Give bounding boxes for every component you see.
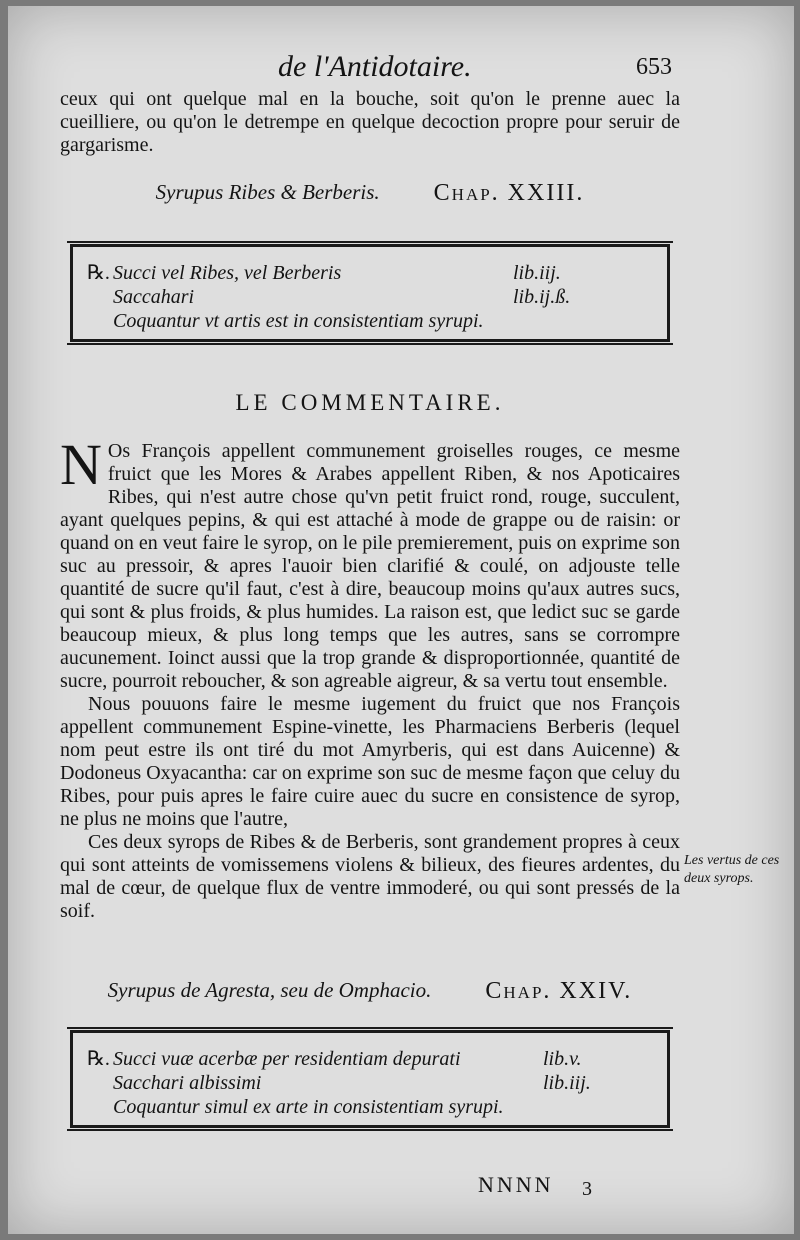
chapter-title: Syrupus Ribes & Berberis. — [155, 180, 380, 204]
recipe-row — [87, 285, 657, 309]
page-header — [8, 50, 794, 90]
recipe-row — [87, 309, 657, 333]
recipe-symbol: ℞. — [87, 262, 110, 284]
ingredient: Sacchari albissimi — [113, 1072, 262, 1094]
paragraph-3: Ces deux syrops de Ribes & de Berberis, sont grandement propres à ceux qui sont atteints de vomissemens violens & bilieux, des fieures ardentes, du mal de cœur, de quelque flux de ventre immoderé, ou qui sont pressés de la soif. — [60, 831, 680, 922]
ingredient: Succi vel Ribes, vel Berberis — [113, 262, 342, 284]
signature-mark: NNNN — [478, 1172, 554, 1197]
recipe-row — [87, 1071, 657, 1095]
chapter-23-heading — [60, 180, 680, 207]
recipe-row — [87, 1095, 657, 1119]
ingredient: Coquantur simul ex arte in consistentiam syrupi. — [113, 1096, 504, 1118]
chapter-number: Chap. XXIV. — [485, 978, 633, 1004]
chapter-number: Chap. XXIII. — [433, 180, 585, 206]
continuation-text: ceux qui ont quelque mal en la bouche, soit qu'on le prenne auec la cueilliere, ou qu'on le detrempe en quelque decoction propre pour seruir de gargarisme. — [60, 88, 680, 156]
recipe-row — [87, 261, 657, 285]
quantity: lib.iij. — [513, 262, 561, 284]
paragraph-2: Nous pouuons faire le mesme iugement du fruict que nos François appellent communement Espine-vinette, les Pharmaciens Berberis (lequel nom peut estre ils ont tiré du mot Amyrberis, qui est dans Auicenne) & Dodoneus Oxyacantha: car on exprime son suc de mesme façon que celuy du Ribes, pour puis apres le faire cuire auec du sucre en consistence de syrop, ne plus ne moins que l'autre, — [60, 693, 680, 830]
paragraph-1-text: Os François appellent communement groiselles rouges, ce mesme fruict que les Mores & Arabes appellent Riben, & nos Apoticaires Ribes, qui n'est autre chose qu'vn petit fruict rond, rouge, succulent, ayant quelques pepins, & qui est attaché à mode de grappe ou de raisin: or quand on en veut faire le syrop, on le pile premierement, puis on exprime son suc au pressoir, & apres l'auoir bien clarifié & coulé, on adjouste telle quantité de sucre qu'il faut, c'est à dire, beaucoup moins qu'aux autres sucs, qui sont & plus froids, & plus humides. La raison est, que ledict suc se garde beaucoup mieux, & plus long temps que les autres, sans se corrompre aucunement. Ioinct aussi que la trop grande & disproportionnée, quantité de sucre, pourroit reboucher, & son agreable aigreur, & sa vertu tout ensemble. — [60, 440, 680, 692]
recipe-box-23 — [70, 244, 670, 342]
quantity: lib.ij.ß. — [513, 286, 571, 308]
quantity: lib.iij. — [543, 1072, 591, 1094]
chapter-24-heading — [60, 978, 680, 1005]
recipe-box-24 — [70, 1030, 670, 1128]
recipe-row — [87, 1047, 657, 1071]
recipe-symbol: ℞. — [87, 1048, 110, 1070]
chapter-title: Syrupus de Agresta, seu de Omphacio. — [107, 978, 432, 1002]
body-text — [60, 432, 680, 923]
book-page — [8, 6, 794, 1234]
page-number: 653 — [636, 54, 672, 80]
margin-note: Les vertus de ces deux syrops. — [684, 853, 780, 886]
drop-cap: N — [60, 432, 102, 497]
paragraph-1 — [60, 432, 680, 693]
ingredient: Coquantur vt artis est in consistentiam syrupi. — [113, 310, 484, 332]
signature-number: 3 — [582, 1178, 592, 1200]
ingredient: Succi vuæ acerbæ per residentiam depurati — [113, 1048, 461, 1070]
quantity: lib.v. — [543, 1048, 582, 1070]
commentaire-heading: LE COMMENTAIRE. — [235, 390, 505, 415]
continuation-paragraph — [60, 88, 680, 157]
running-title: de l'Antidotaire. — [278, 50, 472, 83]
ingredient: Saccahari — [113, 286, 195, 308]
